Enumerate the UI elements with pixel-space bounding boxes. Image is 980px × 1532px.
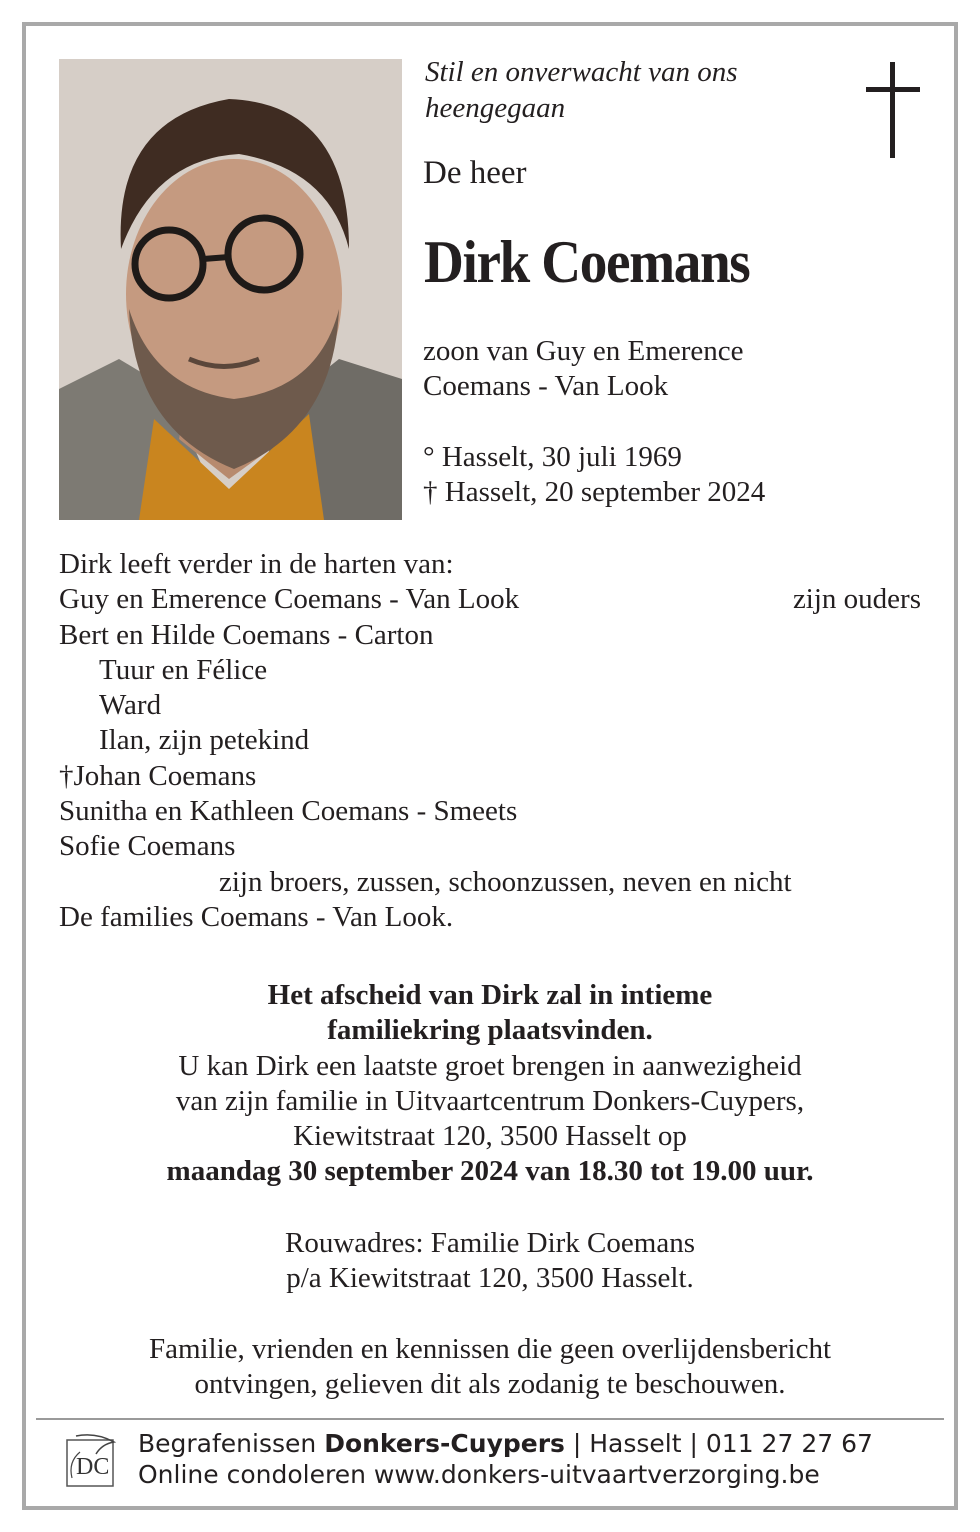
survivors-list — [59, 547, 921, 935]
phone-number: 011 27 27 67 — [705, 1429, 873, 1458]
funeral-home-logo-icon — [66, 1432, 118, 1488]
address-line: p/a Kiewitstraat 120, 3500 Hasselt. — [286, 1262, 694, 1295]
parents-line: zoon van Guy en Emerence — [423, 335, 744, 367]
relation-label: zijn ouders — [792, 583, 921, 616]
list-item: Tuur en Félice — [99, 653, 268, 686]
footer-line-1 — [138, 1428, 873, 1459]
life-dates — [423, 440, 765, 510]
footer-prefix: Begrafenissen — [138, 1429, 317, 1458]
list-item: †Johan Coemans — [59, 759, 257, 792]
online-label: Online condoleren — [138, 1460, 366, 1489]
list-item: Ward — [99, 689, 162, 722]
portrait-photo — [59, 59, 402, 520]
death-date: † Hasselt, 20 september 2024 — [423, 476, 766, 508]
footer-info — [138, 1428, 873, 1490]
farewell-heading: Het afscheid van Dirk zal in intieme — [267, 979, 713, 1011]
intro-line: heengegaan — [425, 92, 566, 124]
list-item: De families Coemans - Van Look. — [59, 900, 454, 933]
notice-line: Familie, vrienden en kennissen die geen overlijdensbericht — [148, 1333, 832, 1365]
parents-text — [423, 334, 743, 404]
list-item: Ilan, zijn petekind — [99, 724, 310, 757]
parents-names: Guy en Emerence Coemans - Van Look — [59, 583, 520, 616]
farewell-line: U kan Dirk een laatste groet brengen in aanwezigheid — [178, 1049, 802, 1082]
logo-text: DC — [76, 1454, 110, 1480]
website-link[interactable]: www.donkers-uitvaartverzorging.be — [373, 1460, 820, 1489]
farewell-heading: familiekring plaatsvinden. — [327, 1014, 653, 1047]
farewell-line: van zijn familie in Uitvaartcentrum Donkers-Cuypers, — [175, 1084, 805, 1117]
farewell-datetime: maandag 30 september 2024 van 18.30 tot 19.00 uur. — [166, 1155, 814, 1188]
list-item — [59, 582, 921, 617]
farewell-announcement — [36, 978, 944, 1190]
honorific: De heer — [423, 155, 527, 191]
company-name: Donkers-Cuypers — [324, 1429, 565, 1458]
list-item: Sunitha en Kathleen Coemans - Smeets — [59, 795, 518, 828]
cross-icon — [864, 62, 922, 158]
list-item: Sofie Coemans — [59, 830, 236, 863]
intro-text — [425, 54, 845, 126]
footer-location: | Hasselt | — [572, 1429, 698, 1458]
notice-text — [36, 1332, 944, 1403]
notice-line: ontvingen, gelieven dit als zodanig te beschouwen. — [194, 1368, 786, 1401]
farewell-line: Kiewitstraat 120, 3500 Hasselt op — [293, 1120, 687, 1153]
mourning-address — [36, 1226, 944, 1297]
survivors-intro: Dirk leeft verder in de harten van: — [59, 548, 454, 580]
footer-divider — [36, 1418, 944, 1420]
intro-line: Stil en onverwacht van ons — [425, 56, 738, 88]
parents-line: Coemans - Van Look — [423, 370, 669, 402]
deceased-name: Dirk Coemans — [424, 229, 750, 295]
relation-label: zijn broers, zussen, schoonzussen, neven en nicht — [219, 865, 792, 898]
footer-line-2 — [138, 1459, 873, 1490]
birth-date: ° Hasselt, 30 juli 1969 — [423, 441, 682, 473]
address-line: Rouwadres: Familie Dirk Coemans — [285, 1227, 695, 1259]
list-item: Bert en Hilde Coemans - Carton — [59, 618, 434, 651]
